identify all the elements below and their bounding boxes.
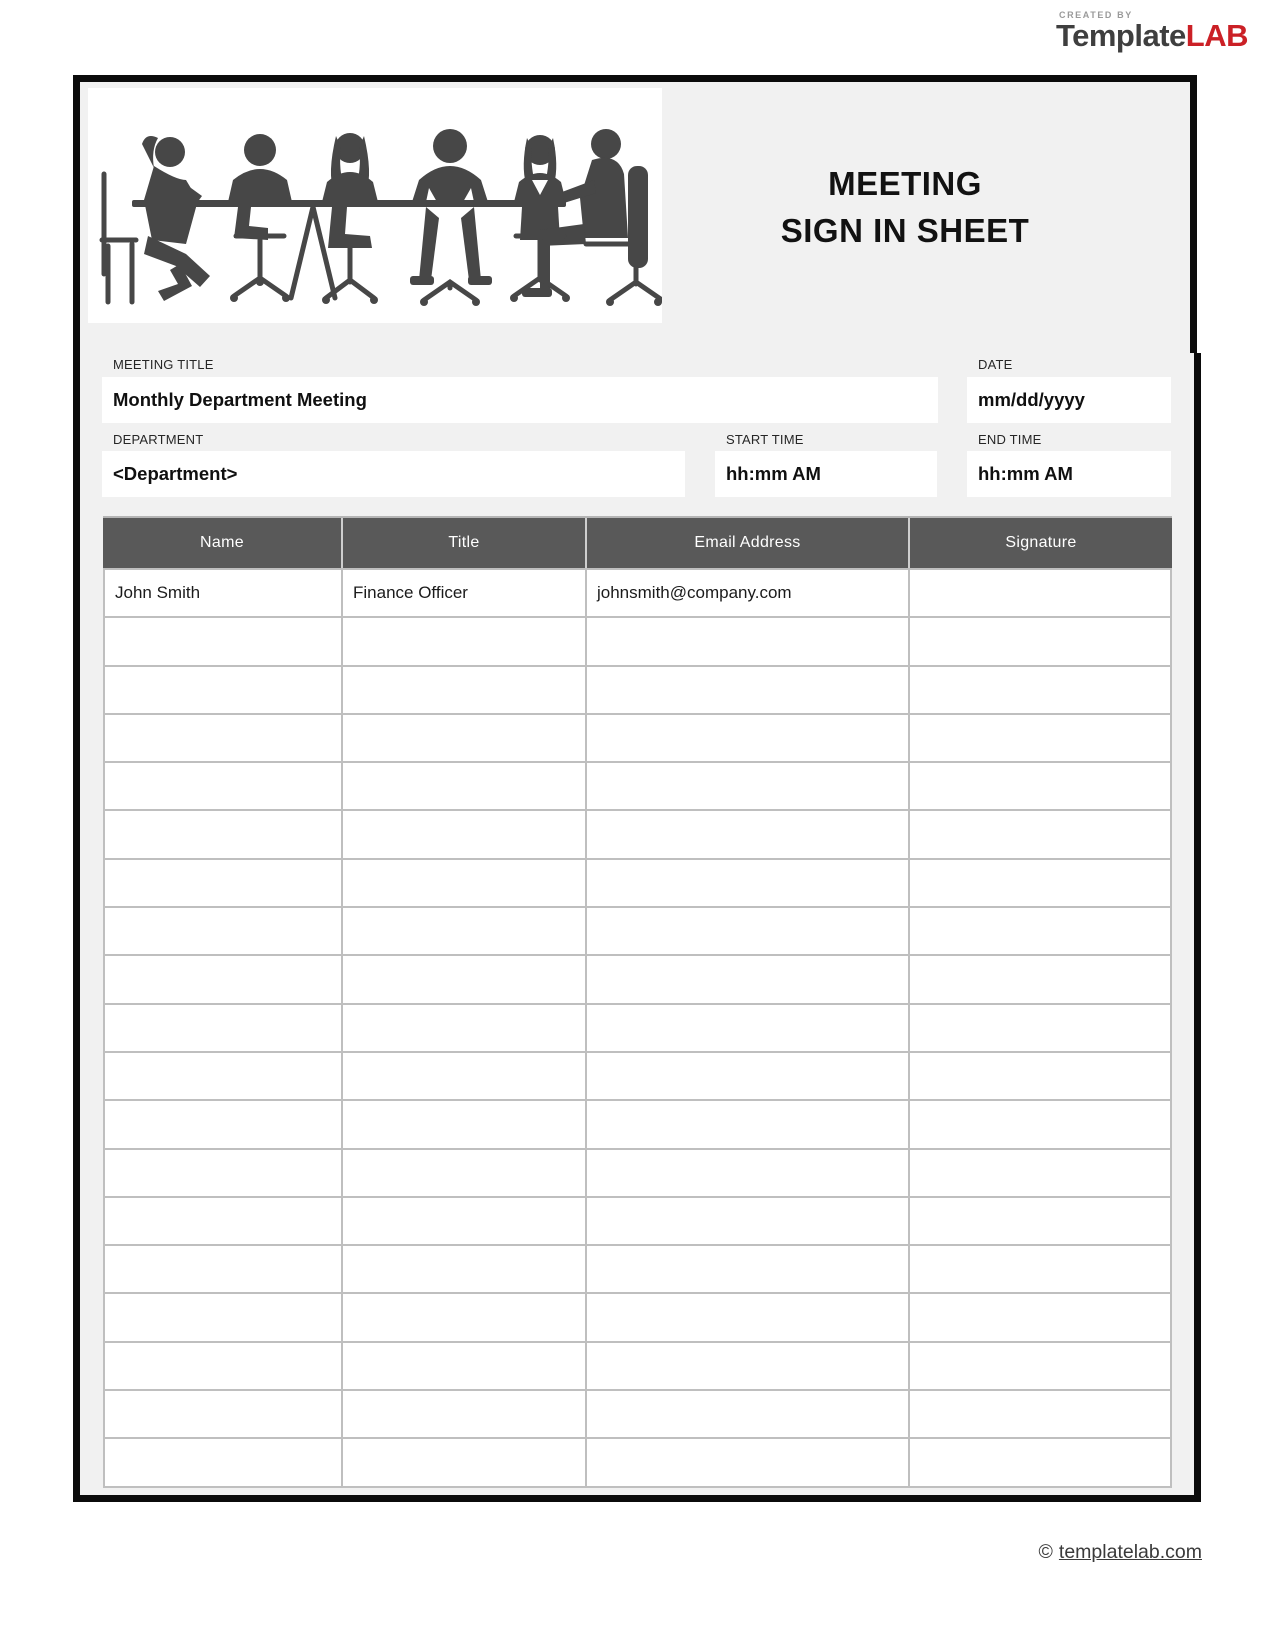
end-time-label: END TIME <box>978 432 1042 447</box>
table-cell[interactable] <box>343 1053 585 1099</box>
table-cell[interactable] <box>105 1246 341 1292</box>
meeting-title-field[interactable]: Monthly Department Meeting <box>102 377 938 423</box>
table-cell[interactable] <box>343 1198 585 1244</box>
table-cell[interactable] <box>587 667 908 713</box>
table-cell[interactable] <box>105 860 341 906</box>
table-row <box>105 763 1170 809</box>
table-cell[interactable] <box>587 1198 908 1244</box>
column-header-name: Name <box>200 534 244 551</box>
table-cell[interactable] <box>587 860 908 906</box>
table-cell[interactable] <box>587 1150 908 1196</box>
department-label: DEPARTMENT <box>113 432 204 447</box>
table-cell[interactable] <box>587 618 908 664</box>
table-cell[interactable] <box>587 1343 908 1389</box>
table-cell[interactable] <box>910 715 1170 761</box>
logo-lab-text: LAB <box>1185 18 1248 53</box>
templatelab-logo <box>1056 10 1248 53</box>
table-cell[interactable] <box>587 908 908 954</box>
page-title <box>640 160 1170 254</box>
table-cell[interactable] <box>587 811 908 857</box>
page-title-line2: SIGN IN SHEET <box>780 212 1030 249</box>
table-cell[interactable] <box>105 1101 341 1147</box>
table-cell[interactable] <box>343 811 585 857</box>
table-cell[interactable] <box>105 763 341 809</box>
table-cell[interactable] <box>587 1101 908 1147</box>
table-cell[interactable] <box>587 715 908 761</box>
table-row <box>105 1391 1170 1437</box>
footer-templatelab-link[interactable]: templatelab.com <box>1058 1541 1202 1563</box>
table-cell[interactable] <box>910 1005 1170 1051</box>
table-cell[interactable] <box>587 763 908 809</box>
table-cell[interactable] <box>343 1439 585 1485</box>
table-cell[interactable] <box>910 1053 1170 1099</box>
table-row <box>105 811 1170 857</box>
table-cell[interactable] <box>910 618 1170 664</box>
table-row <box>105 1101 1170 1147</box>
date-field[interactable]: mm/dd/yyyy <box>967 377 1171 423</box>
table-row <box>105 715 1170 761</box>
table-cell[interactable] <box>587 1391 908 1437</box>
table-row <box>105 1246 1170 1292</box>
meeting-people-icon <box>88 88 662 323</box>
table-cell[interactable]: John Smith <box>105 570 341 616</box>
table-row <box>105 956 1170 1002</box>
table-cell[interactable] <box>105 667 341 713</box>
table-cell[interactable] <box>343 667 585 713</box>
table-cell[interactable] <box>587 956 908 1002</box>
department-field[interactable]: <Department> <box>102 451 685 497</box>
logo-template-text: Template <box>1055 18 1186 53</box>
end-time-field[interactable]: hh:mm AM <box>967 451 1171 497</box>
table-cell[interactable] <box>910 1150 1170 1196</box>
page-step-border <box>1190 75 1197 353</box>
table-cell[interactable] <box>910 860 1170 906</box>
table-cell[interactable] <box>910 811 1170 857</box>
table-cell[interactable] <box>587 1246 908 1292</box>
column-header-title: Title <box>341 518 585 568</box>
table-header <box>103 516 1172 568</box>
table-body <box>103 568 1172 1488</box>
table-cell[interactable] <box>105 1343 341 1389</box>
table-cell[interactable] <box>343 1246 585 1292</box>
logo-created-by: CREATED BY <box>1058 10 1133 20</box>
table-cell[interactable] <box>910 1101 1170 1147</box>
start-time-label: START TIME <box>726 432 804 447</box>
meeting-title-label: MEETING TITLE <box>113 357 214 372</box>
table-cell[interactable] <box>910 763 1170 809</box>
table-cell[interactable] <box>910 1343 1170 1389</box>
table-cell[interactable] <box>343 1343 585 1389</box>
copyright-symbol: © <box>1038 1541 1053 1563</box>
table-cell[interactable]: johnsmith@company.com <box>587 570 908 616</box>
table-cell[interactable] <box>105 715 341 761</box>
table-cell[interactable] <box>910 570 1170 616</box>
table-row <box>105 908 1170 954</box>
table-cell[interactable] <box>343 1391 585 1437</box>
table-cell[interactable] <box>343 1005 585 1051</box>
table-cell[interactable] <box>105 618 341 664</box>
table-cell[interactable] <box>105 1439 341 1485</box>
table-row <box>105 570 1170 616</box>
table-cell[interactable] <box>587 1294 908 1340</box>
sign-in-table <box>103 516 1172 1488</box>
table-cell[interactable] <box>343 908 585 954</box>
table-cell[interactable] <box>105 1005 341 1051</box>
table-row <box>105 1005 1170 1051</box>
table-row <box>105 667 1170 713</box>
table-cell[interactable] <box>105 1391 341 1437</box>
start-time-field[interactable]: hh:mm AM <box>715 451 937 497</box>
table-row <box>105 1294 1170 1340</box>
table-cell[interactable] <box>105 956 341 1002</box>
table-cell[interactable] <box>910 908 1170 954</box>
column-header-email-address: Email Address <box>585 518 908 568</box>
table-cell[interactable] <box>910 1391 1170 1437</box>
table-cell[interactable] <box>587 1005 908 1051</box>
logo-brand <box>1056 20 1248 53</box>
table-row <box>105 1150 1170 1196</box>
table-cell[interactable] <box>910 956 1170 1002</box>
table-cell[interactable] <box>105 1053 341 1099</box>
table-cell[interactable] <box>910 1198 1170 1244</box>
table-cell[interactable] <box>105 1294 341 1340</box>
table-row <box>105 1343 1170 1389</box>
table-row <box>105 1439 1170 1485</box>
table-row <box>105 1198 1170 1244</box>
table-cell[interactable] <box>105 1150 341 1196</box>
table-cell[interactable] <box>343 1101 585 1147</box>
page-step-mask <box>1197 75 1201 353</box>
table-cell[interactable] <box>343 763 585 809</box>
page-title-line1: MEETING <box>828 165 982 202</box>
table-cell[interactable] <box>910 1246 1170 1292</box>
table-row <box>105 618 1170 664</box>
table-row <box>105 860 1170 906</box>
column-header-signature: Signature <box>908 518 1172 568</box>
table-cell[interactable] <box>343 956 585 1002</box>
table-cell[interactable] <box>587 1053 908 1099</box>
table-cell[interactable] <box>105 1198 341 1244</box>
table-cell[interactable] <box>105 811 341 857</box>
table-cell[interactable] <box>343 1294 585 1340</box>
table-cell[interactable] <box>343 715 585 761</box>
table-cell[interactable] <box>343 618 585 664</box>
table-cell[interactable] <box>910 1439 1170 1485</box>
table-cell[interactable] <box>343 1150 585 1196</box>
meeting-silhouette-image <box>88 88 662 323</box>
table-cell[interactable] <box>587 1439 908 1485</box>
table-row <box>105 1053 1170 1099</box>
table-cell[interactable] <box>910 667 1170 713</box>
table-cell[interactable]: Finance Officer <box>343 570 585 616</box>
footer-credit <box>1039 1541 1202 1564</box>
table-cell[interactable] <box>910 1294 1170 1340</box>
date-label: DATE <box>978 357 1013 372</box>
table-cell[interactable] <box>343 860 585 906</box>
table-cell[interactable] <box>105 908 341 954</box>
